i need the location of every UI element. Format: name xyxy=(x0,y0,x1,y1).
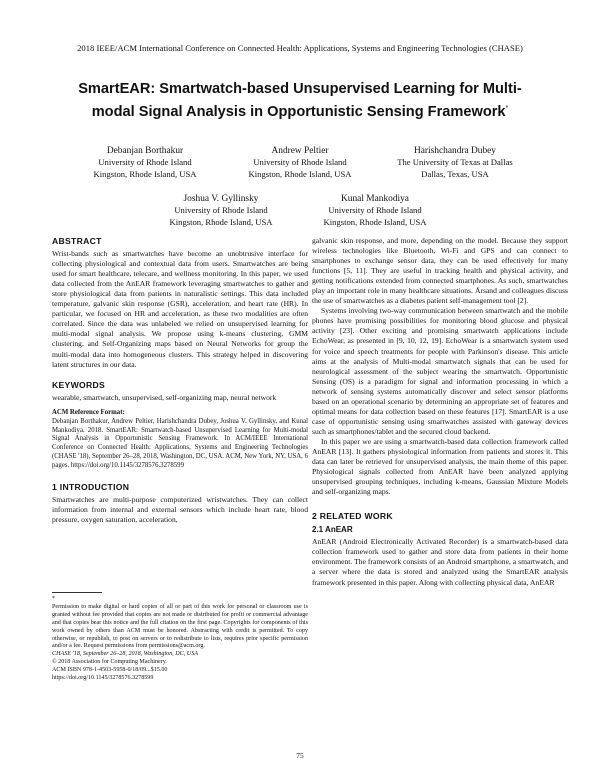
author-block xyxy=(370,146,540,180)
footnote-isbn: ACM ISBN 978-1-4503-5958-0/18/09...$15.00 xyxy=(52,667,168,674)
author-location: Kingston, Rhode Island, USA xyxy=(323,216,427,227)
abstract-text: Wrist-bands such as smartwatches have become an unobtrusive interface for collecting physiological and contextual data from users. Smartwatches are being used for smart healthcare, telecare, and wellness monitoring. In this paper, we used data collected from the AnEAR framework leveraging smartwatches to gather and store physiological data from patients in naturalistic settings. This data included temperature, galvanic skin response (GSR), acceleration, and heart rate (HR). In particular, we focused on HR and acceleration, as these two modalities are often correlated. Since the data was unlabeled we relied on unsupervised learning for multi-modal signal analysis. We propose using k-means clustering, GMM clustering, and Self-Organizing maps based on Neural Networks for group the multi-modal data into homogeneous clusters. This strategy helped in discovering latent structures in our data. xyxy=(52,249,308,369)
author-location: Kingston, Rhode Island, USA xyxy=(169,216,273,227)
author-block xyxy=(136,194,306,228)
author-affiliation: The University of Texas at Dallas xyxy=(397,157,513,168)
author-name: Andrew Peltier xyxy=(271,146,329,156)
related-work-heading: 2 RELATED WORK xyxy=(312,511,393,522)
author-location: Kingston, Rhode Island, USA xyxy=(93,168,197,179)
acm-reference-heading: ACM Reference Format: xyxy=(52,408,125,416)
intro-paragraph-2: Systems involving two-way communication between smartwatch and the mobile phones have promising possibilities for monitoring blood glucose and physical activity [23]. Other exciting and promising smartwatch applications include EchoWear, as presented in [9, 10, 12, 19]. EchoWear is a smartwatch system used for voice and speech treatments for people with Parkinson's disease. This article aims at the analysis of Multi-modal smartwatch signals that can be used for neurological assessment of the subject wearing the smartwatch. Opportunistic Sensing (OS) is a paradigm for signal and information processing in which a network of sensing systems automatically discover and select sensor platforms based on an operational scenario by determining an appropriate set of features and optimal means for data collection based on these features [17]. SmartEAR is a use case of opportunistic sensing using smartwatches assisted with gateway devices such as smartphones/tablet and the secured cloud backend. xyxy=(312,306,568,436)
author-affiliation: University of Rhode Island xyxy=(98,157,192,168)
footnote-doi: https://doi.org/10.1145/3278576.3278599 xyxy=(52,675,154,682)
abstract-heading: ABSTRACT xyxy=(52,236,102,246)
author-block xyxy=(215,146,385,180)
conference-header: 2018 IEEE/ACM International Conference on Connected Health: Applications, Systems and Engineering Technologies (CHASE) xyxy=(77,43,523,53)
author-block xyxy=(60,146,230,180)
keywords-heading: KEYWORDS xyxy=(52,379,106,390)
author-block xyxy=(290,194,460,228)
author-affiliation: University of Rhode Island xyxy=(253,157,347,168)
keywords-text: wearable, smartwatch, unsupervised, self-organizing map, neural network xyxy=(52,392,277,402)
footnote-block xyxy=(52,596,308,683)
author-name: Kunal Mankodiya xyxy=(341,194,409,204)
permission-notice: Permission to make digital or hard copies of all or part of this work for personal or classroom use is granted without fee provided that copies are not made or distributed for profit or commercial advantage and that copies bear this notice and the full citation on the first page. Copyrights for components of this work owned by others than ACM must be honored. Abstracting with credit is permitted. To copy otherwise, or republish, to post on servers or to redistribute to lists, requires prior specific permission and/or a fee. Request permissions from permissions@acm.org. xyxy=(52,603,308,650)
footnote-venue: CHASE '18, September 26–28, 2018, Washington, DC, USA xyxy=(52,651,198,658)
introduction-heading: 1 INTRODUCTION xyxy=(52,482,130,493)
author-affiliation: University of Rhode Island xyxy=(174,205,268,216)
intro-paragraph-3: In this paper we are using a smartwatch-based data collection framework called AnEAR [13]. It gathers physiological information from patients and stores it. This data can later be retrieved for unsupervised analysis, the main theme of this paper. Physiological signals collected from AnEAR have been analyzed applying unsupervised grouping techniques, including k-means, Gaussian Mixture Models and self-organizing maps. xyxy=(312,436,568,497)
anear-paragraph: AnEAR (Android Electronically Activated Recorder) is a smartwatch-based data collection framework used to gather and store data from patients in their home environment. The framework consists of an Android smartphone, a smartwatch, and a server where the data is stored and analyzed using the SmartEAR analysis framework presented in this paper. Along with collecting physical data, AnEAR xyxy=(312,537,568,587)
left-column xyxy=(52,236,308,525)
title-footnote-mark: * xyxy=(505,105,509,112)
author-name: Harishchandra Dubey xyxy=(414,146,496,156)
footnote-rule xyxy=(52,592,102,593)
page-number: 75 xyxy=(296,751,304,760)
acm-reference-text: Debanjan Borthakur, Andrew Peltier, Harishchandra Dubey, Joshua V. Gyllinsky, and Kunal Mankodiya. 2018. SmartEAR: Smartwatch-based Unsupervised Learning for Multi-modal Signal Analysis in Opportunistic Sensing Framework. In ACM/IEEE International Conference on Connected Health: Applications, Systems and Engineering Technologies (CHASE '18), September 26–28, 2018, Washington, DC, USA. ACM, New York, NY, USA, 6 pages. https://doi.org/10.1145/3278576.3278599 xyxy=(52,417,308,470)
author-name: Joshua V. Gyllinsky xyxy=(183,194,259,204)
footnote-mark: * xyxy=(52,596,56,602)
author-name: Debanjan Borthakur xyxy=(106,146,184,156)
title-text: SmartEAR: Smartwatch-based Unsupervised Learning for Multi-modal Signal Analysis in Opportunistic Sensing Framework xyxy=(78,81,522,120)
author-location: Dallas, Texas, USA xyxy=(421,168,489,179)
author-location: Kingston, Rhode Island, USA xyxy=(248,168,352,179)
right-column xyxy=(312,236,568,588)
author-affiliation: University of Rhode Island xyxy=(328,205,422,216)
footnote-copyright: © 2018 Association for Computing Machinery. xyxy=(52,659,167,666)
intro-paragraph-1: galvanic skin response, and more, depending on the model. Because they support wireless technologies like Bluetooth, Wi-Fi and GPS and can connect to smartphones to exchange sensor data, they can be used effectively for many functions [5, 11]. They are useful in tracking health and physical activity, and getting notifications extended from connected smartphones. As such, smartwatches play an important role in many healthcare situations. Årsand and colleagues discuss the use of smartwatches as a diabetes patient self-management tool [2]. xyxy=(312,236,568,306)
introduction-text: Smartwatches are multi-purpose computerized wristwatches. They can collect information from internal and external sensors which include heart rate, blood pressure, oxygen saturation, acceleration, xyxy=(52,495,308,525)
paper-title xyxy=(60,80,540,122)
anear-subheading: 2.1 AnEAR xyxy=(312,525,353,535)
